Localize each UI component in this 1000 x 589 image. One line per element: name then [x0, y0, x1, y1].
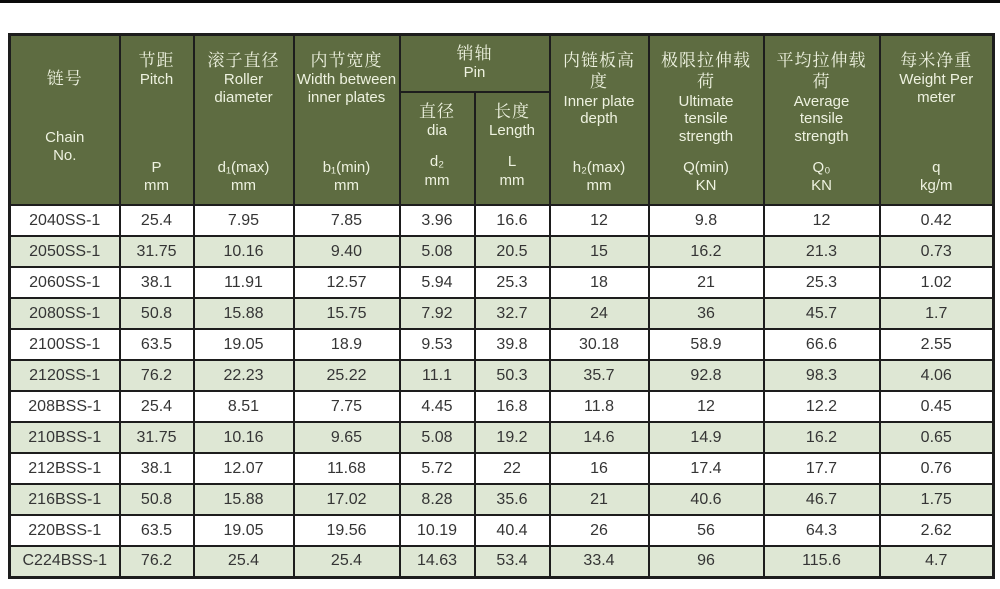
- cell-inner-plate-depth: 24: [550, 298, 649, 329]
- cell-chain-no: 210BSS-1: [10, 422, 120, 453]
- top-rule: [0, 0, 1000, 3]
- cell-width-inner-plates: 25.4: [294, 546, 400, 577]
- cell-pitch: 31.75: [120, 236, 194, 267]
- header-weight-unit: kg/m: [919, 177, 953, 195]
- cell-weight-per-meter: 2.55: [880, 329, 994, 360]
- cell-roller-diameter: 8.51: [194, 391, 294, 422]
- header-weight-per-meter: [880, 35, 994, 206]
- cell-inner-plate-depth: 33.4: [550, 546, 649, 577]
- cell-inner-plate-depth: 16: [550, 453, 649, 484]
- cell-weight-per-meter: 1.02: [880, 267, 994, 298]
- cell-average-tensile: 25.3: [764, 267, 880, 298]
- cell-chain-no: C224BSS-1: [10, 546, 120, 577]
- cell-pin-length: 39.8: [475, 329, 550, 360]
- header-pin-dia-zh: 直径: [419, 101, 455, 121]
- cell-pitch: 31.75: [120, 422, 194, 453]
- cell-ultimate-tensile: 17.4: [649, 453, 764, 484]
- cell-weight-per-meter: 2.62: [880, 515, 994, 546]
- header-inner-plate-unit: mm: [586, 177, 612, 195]
- header-pin-length-unit: mm: [499, 171, 525, 189]
- cell-pin-dia: 8.28: [400, 484, 475, 515]
- table-row: [10, 236, 994, 267]
- cell-inner-plate-depth: 14.6: [550, 422, 649, 453]
- cell-weight-per-meter: 0.65: [880, 422, 994, 453]
- cell-weight-per-meter: 1.75: [880, 484, 994, 515]
- header-inner-plate-zh: 内链板高度: [563, 51, 635, 92]
- cell-pin-length: 20.5: [475, 236, 550, 267]
- table-row: [10, 422, 994, 453]
- cell-pin-length: 50.3: [475, 360, 550, 391]
- cell-pin-length: 53.4: [475, 546, 550, 577]
- cell-pin-length: 16.8: [475, 391, 550, 422]
- cell-roller-diameter: 15.88: [194, 298, 294, 329]
- header-chain-en: Chain No.: [45, 129, 85, 164]
- cell-ultimate-tensile: 12: [649, 391, 764, 422]
- cell-pin-dia: 9.53: [400, 329, 475, 360]
- cell-ultimate-tensile: 16.2: [649, 236, 764, 267]
- header-ultimate-zh: 极限拉伸载荷: [661, 51, 751, 92]
- cell-pin-dia: 5.94: [400, 267, 475, 298]
- cell-pitch: 50.8: [120, 484, 194, 515]
- cell-weight-per-meter: 4.06: [880, 360, 994, 391]
- cell-pin-dia: 10.19: [400, 515, 475, 546]
- header-chain-no: [10, 35, 120, 206]
- cell-ultimate-tensile: 21: [649, 267, 764, 298]
- cell-pin-dia: 4.45: [400, 391, 475, 422]
- cell-roller-diameter: 12.07: [194, 453, 294, 484]
- cell-weight-per-meter: 4.7: [880, 546, 994, 577]
- header-pitch: [120, 35, 194, 206]
- cell-chain-no: 212BSS-1: [10, 453, 120, 484]
- table-row: [10, 267, 994, 298]
- cell-pin-length: 16.6: [475, 205, 550, 236]
- cell-inner-plate-depth: 12: [550, 205, 649, 236]
- header-ultimate-tensile: [649, 35, 764, 206]
- cell-pitch: 38.1: [120, 453, 194, 484]
- cell-pitch: 63.5: [120, 515, 194, 546]
- cell-roller-diameter: 10.16: [194, 236, 294, 267]
- header-chain-zh: 链号: [46, 69, 83, 88]
- cell-ultimate-tensile: 14.9: [649, 422, 764, 453]
- cell-width-inner-plates: 7.85: [294, 205, 400, 236]
- cell-average-tensile: 12: [764, 205, 880, 236]
- header-width-symbol: b₁(min): [322, 158, 371, 176]
- cell-chain-no: 220BSS-1: [10, 515, 120, 546]
- cell-average-tensile: 16.2: [764, 422, 880, 453]
- cell-average-tensile: 46.7: [764, 484, 880, 515]
- table-header: [10, 35, 994, 206]
- cell-chain-no: 2040SS-1: [10, 205, 120, 236]
- header-width-unit: mm: [334, 177, 359, 195]
- cell-pin-length: 25.3: [475, 267, 550, 298]
- cell-pin-length: 22: [475, 453, 550, 484]
- cell-roller-diameter: 15.88: [194, 484, 294, 515]
- cell-width-inner-plates: 7.75: [294, 391, 400, 422]
- cell-inner-plate-depth: 30.18: [550, 329, 649, 360]
- cell-chain-no: 216BSS-1: [10, 484, 120, 515]
- header-pitch-zh: 节距: [138, 51, 175, 70]
- table-row: [10, 205, 994, 236]
- cell-ultimate-tensile: 9.8: [649, 205, 764, 236]
- cell-pin-dia: 5.72: [400, 453, 475, 484]
- cell-pin-dia: 7.92: [400, 298, 475, 329]
- cell-pitch: 25.4: [120, 205, 194, 236]
- cell-average-tensile: 12.2: [764, 391, 880, 422]
- header-inner-plate-depth: [550, 35, 649, 206]
- header-pin-dia-unit: mm: [424, 171, 450, 189]
- cell-inner-plate-depth: 18: [550, 267, 649, 298]
- cell-weight-per-meter: 0.45: [880, 391, 994, 422]
- header-pin-length-en: Length: [489, 121, 535, 139]
- cell-width-inner-plates: 11.68: [294, 453, 400, 484]
- header-width-zh: 内节宽度: [310, 51, 383, 70]
- cell-roller-diameter: 10.16: [194, 422, 294, 453]
- table-row: [10, 360, 994, 391]
- table-row: [10, 391, 994, 422]
- cell-width-inner-plates: 9.40: [294, 236, 400, 267]
- cell-average-tensile: 115.6: [764, 546, 880, 577]
- cell-pitch: 50.8: [120, 298, 194, 329]
- cell-pitch: 38.1: [120, 267, 194, 298]
- cell-average-tensile: 17.7: [764, 453, 880, 484]
- table-row: [10, 484, 994, 515]
- cell-weight-per-meter: 0.73: [880, 236, 994, 267]
- cell-average-tensile: 64.3: [764, 515, 880, 546]
- cell-pitch: 76.2: [120, 360, 194, 391]
- cell-chain-no: 2100SS-1: [10, 329, 120, 360]
- cell-weight-per-meter: 0.42: [880, 205, 994, 236]
- header-pitch-symbol: P: [151, 158, 162, 176]
- header-pitch-en: Pitch: [139, 71, 174, 89]
- header-roller-zh: 滚子直径: [207, 51, 280, 70]
- cell-pin-length: 32.7: [475, 298, 550, 329]
- header-ultimate-en: Ultimate tensile strength: [678, 92, 734, 145]
- cell-ultimate-tensile: 96: [649, 546, 764, 577]
- cell-pin-length: 40.4: [475, 515, 550, 546]
- cell-ultimate-tensile: 40.6: [649, 484, 764, 515]
- table-row: [10, 546, 994, 577]
- cell-pin-length: 19.2: [475, 422, 550, 453]
- header-average-zh: 平均拉伸载荷: [776, 51, 867, 92]
- header-pin-dia-symbol: d₂: [429, 153, 445, 171]
- cell-roller-diameter: 19.05: [194, 515, 294, 546]
- header-average-en: Average tensile strength: [793, 92, 850, 145]
- cell-inner-plate-depth: 11.8: [550, 391, 649, 422]
- header-width-inner-plates: [294, 35, 400, 206]
- header-pin-zh: 销轴: [456, 43, 493, 63]
- cell-inner-plate-depth: 35.7: [550, 360, 649, 391]
- cell-width-inner-plates: 9.65: [294, 422, 400, 453]
- cell-inner-plate-depth: 21: [550, 484, 649, 515]
- chain-spec-table: [8, 33, 995, 579]
- header-average-symbol: Q₀: [812, 158, 831, 176]
- table-row: [10, 298, 994, 329]
- cell-chain-no: 2120SS-1: [10, 360, 120, 391]
- header-pin-dia: [400, 92, 475, 205]
- cell-width-inner-plates: 18.9: [294, 329, 400, 360]
- header-average-tensile: [764, 35, 880, 206]
- cell-pin-length: 35.6: [475, 484, 550, 515]
- table-body: [10, 205, 994, 577]
- cell-pin-dia: 11.1: [400, 360, 475, 391]
- cell-roller-diameter: 25.4: [194, 546, 294, 577]
- table-row: [10, 515, 994, 546]
- cell-pin-dia: 3.96: [400, 205, 475, 236]
- cell-roller-diameter: 11.91: [194, 267, 294, 298]
- cell-chain-no: 208BSS-1: [10, 391, 120, 422]
- header-weight-zh: 每米净重: [900, 51, 973, 70]
- cell-ultimate-tensile: 92.8: [649, 360, 764, 391]
- header-ultimate-unit: KN: [695, 177, 717, 195]
- header-pin-group: [400, 35, 550, 92]
- cell-average-tensile: 21.3: [764, 236, 880, 267]
- header-width-en: Width between inner plates: [296, 71, 397, 106]
- cell-pitch: 25.4: [120, 391, 194, 422]
- header-roller-unit: mm: [231, 177, 256, 195]
- cell-chain-no: 2050SS-1: [10, 236, 120, 267]
- cell-width-inner-plates: 17.02: [294, 484, 400, 515]
- cell-ultimate-tensile: 56: [649, 515, 764, 546]
- cell-average-tensile: 66.6: [764, 329, 880, 360]
- header-ultimate-symbol: Q(min): [683, 158, 729, 176]
- header-pin-length-zh: 长度: [494, 101, 530, 121]
- header-pin-dia-en: dia: [426, 121, 448, 139]
- header-pin-length: [475, 92, 550, 205]
- header-roller-en: Roller diameter: [214, 71, 273, 106]
- cell-weight-per-meter: 1.7: [880, 298, 994, 329]
- cell-roller-diameter: 19.05: [194, 329, 294, 360]
- cell-ultimate-tensile: 58.9: [649, 329, 764, 360]
- header-inner-plate-en: Inner plate depth: [563, 92, 635, 128]
- cell-chain-no: 2080SS-1: [10, 298, 120, 329]
- cell-weight-per-meter: 0.76: [880, 453, 994, 484]
- cell-inner-plate-depth: 26: [550, 515, 649, 546]
- header-weight-symbol: q: [932, 158, 941, 176]
- cell-pin-dia: 5.08: [400, 236, 475, 267]
- cell-inner-plate-depth: 15: [550, 236, 649, 267]
- header-roller-symbol: d₁(max): [217, 158, 270, 176]
- cell-average-tensile: 98.3: [764, 360, 880, 391]
- table-row: [10, 329, 994, 360]
- cell-average-tensile: 45.7: [764, 298, 880, 329]
- cell-roller-diameter: 22.23: [194, 360, 294, 391]
- cell-chain-no: 2060SS-1: [10, 267, 120, 298]
- table-row: [10, 453, 994, 484]
- header-pin-en: Pin: [463, 63, 486, 81]
- header-pin-length-symbol: L: [507, 153, 517, 171]
- cell-width-inner-plates: 15.75: [294, 298, 400, 329]
- cell-width-inner-plates: 12.57: [294, 267, 400, 298]
- header-roller-diameter: [194, 35, 294, 206]
- cell-pitch: 76.2: [120, 546, 194, 577]
- cell-ultimate-tensile: 36: [649, 298, 764, 329]
- cell-pin-dia: 14.63: [400, 546, 475, 577]
- cell-pitch: 63.5: [120, 329, 194, 360]
- header-average-unit: KN: [811, 177, 832, 195]
- header-weight-en: Weight Per meter: [899, 71, 974, 106]
- header-pitch-unit: mm: [144, 177, 169, 195]
- cell-pin-dia: 5.08: [400, 422, 475, 453]
- cell-roller-diameter: 7.95: [194, 205, 294, 236]
- header-inner-plate-symbol: h₂(max): [572, 158, 626, 176]
- cell-width-inner-plates: 25.22: [294, 360, 400, 391]
- cell-width-inner-plates: 19.56: [294, 515, 400, 546]
